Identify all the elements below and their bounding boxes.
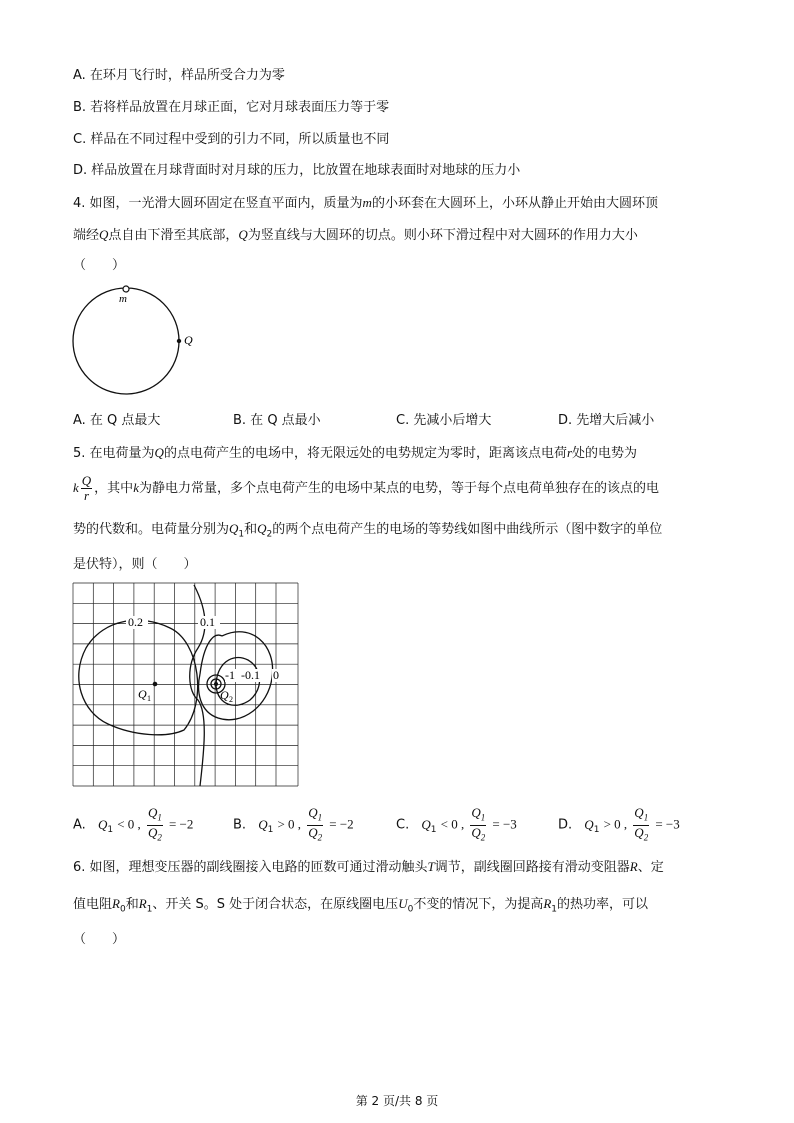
q5-equipotential-figure: [72, 582, 304, 788]
label-neg1: -1: [225, 668, 235, 682]
label-q2-sub: 2: [229, 695, 233, 704]
label-q2: Q: [220, 688, 229, 702]
q3-option-a: A. 在环月飞行时，样品所受合力为零: [73, 68, 285, 83]
label-neg0.1: -0.1: [241, 668, 260, 682]
ratio-fraction: $\frac{Q_1}{Q_2}$: [634, 805, 649, 843]
label-zero: 0: [273, 668, 279, 682]
charge-q1: [153, 682, 158, 687]
q5-option-d: D. $Q_1 > 0$ , $\frac{Q_1}{Q_2}$ = −3: [558, 805, 680, 843]
q5-stem-line1: 5. 在电荷量为Q的点电荷产生的电场中，将无限远处的电势规定为零时，距离该点电荷r处的电势为: [73, 445, 638, 461]
label-q: Q: [184, 333, 193, 347]
q4-option-a: A. 在 Q 点最大: [73, 413, 161, 428]
label-q1-sub: 1: [147, 694, 151, 703]
label-m: m: [119, 293, 127, 305]
charge-q2: [214, 682, 218, 686]
point-q: [177, 339, 181, 343]
q4-stem-line1: 4. 如图，一光滑大圆环固定在竖直平面内，质量为m的小环套在大圆环上，小环从静止开始由大圆环顶: [73, 195, 658, 211]
q4-stem-line2: 端经Q点自由下滑至其底部，Q为竖直线与大圆环的切点。则小环下滑过程中对大圆环的作用力大小: [73, 227, 638, 243]
label-0.1: 0.1: [200, 615, 215, 629]
q6-answer-bracket: （ ）: [73, 932, 126, 947]
ratio-fraction: $\frac{Q_1}{Q_2}$: [147, 805, 162, 843]
q3-option-c: C. 样品在不同过程中受到的引力不同，所以质量也不同: [73, 132, 390, 147]
q3-option-b: B. 若将样品放置在月球正面，它对月球表面压力等于零: [73, 100, 390, 115]
ratio-fraction: $\frac{Q_1}{Q_2}$: [308, 805, 323, 843]
label-0.2: 0.2: [128, 615, 143, 629]
q6-stem-line2: 值电阻$R_0$和$R_1$、开关 S。S 处于闭合状态，在原线圈电压$U_0$不变的情况下，为提高$R_1$的热功率，可以: [73, 896, 649, 915]
equipotential-0-left: [200, 635, 222, 674]
q5-stem-line4: 是伏特），则（ ）: [73, 557, 197, 572]
label-q1: Q: [138, 687, 147, 701]
q6-stem-line1: 6. 如图，理想变压器的副线圈接入电路的匝数可通过滑动触头T调节，副线圈回路接有滑动变阻器R、定: [73, 859, 664, 875]
q4-answer-bracket: （ ）: [73, 258, 126, 273]
potential-fraction: $\frac{Q}{r}$: [81, 473, 92, 503]
ratio-fraction: $\frac{Q_1}{Q_2}$: [471, 805, 486, 843]
q4-option-c: C. 先减小后增大: [396, 413, 492, 428]
grid: [73, 583, 298, 786]
q4-option-b: B. 在 Q 点最小: [233, 413, 321, 428]
q5-option-c: C. $Q_1 < 0$ , $\frac{Q_1}{Q_2}$ = −3: [396, 805, 517, 843]
q5-stem-line2: k $\frac{Q}{r}$ ，其中k为静电力常量，多个点电荷产生的电场中某点的电势，等于每个点电荷单独存在的该点的电: [73, 473, 659, 503]
page-footer: 第 2 页/共 8 页: [355, 1094, 439, 1108]
q3-option-d: D. 样品放置在月球背面时对月球的压力，比放置在地球表面时对地球的压力小: [73, 163, 521, 178]
equipotential-0.2: [79, 620, 198, 735]
small-ring-m: [123, 286, 129, 292]
q5-option-a: A. $Q_1 < 0$ , $\frac{Q_1}{Q_2}$ = −2: [73, 805, 194, 843]
q5-option-b: B. $Q_1 > 0$ , $\frac{Q_1}{Q_2}$ = −2: [233, 805, 354, 843]
q5-stem-line3: 势的代数和。电荷量分别为$Q_1$和$Q_2$的两个点电荷产生的电场的等势线如图中曲线所示（图中数字的单位: [73, 521, 663, 540]
q4-ring-figure: [60, 282, 210, 402]
q4-option-d: D. 先增大后减小: [558, 413, 655, 428]
